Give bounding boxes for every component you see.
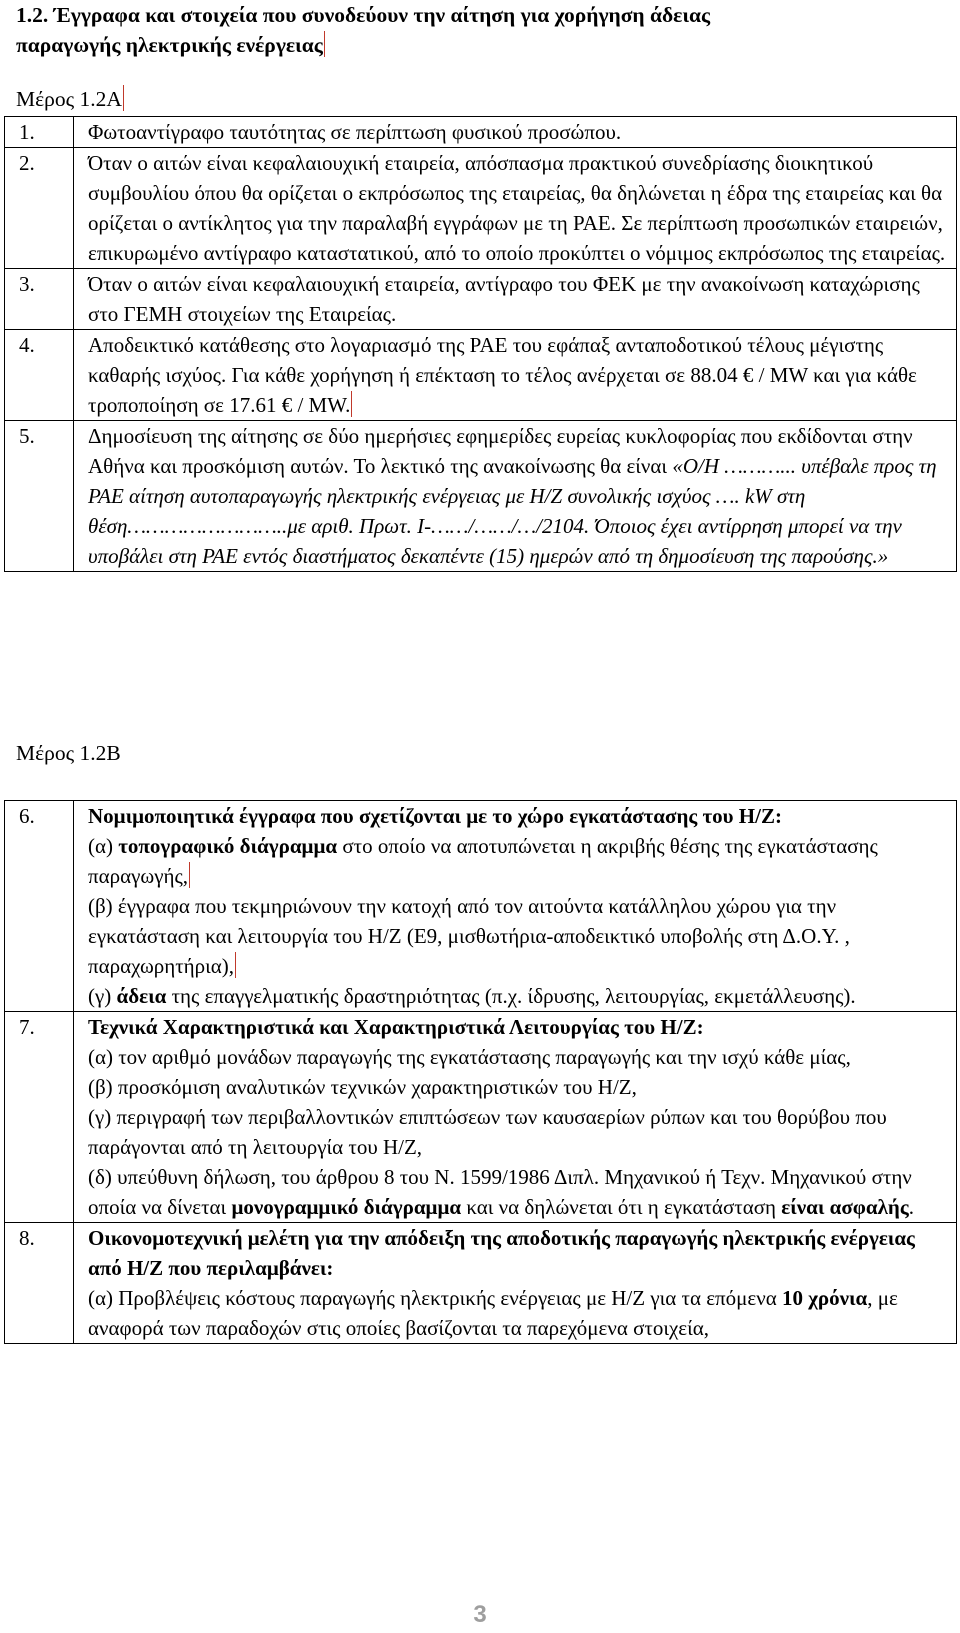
item-7-a: (α) τον αριθμό μονάδων παραγωγής της εγκατάστασης παραγωγής και την ισχύ κάθε μίας,	[88, 1045, 851, 1069]
text-cursor	[351, 391, 352, 417]
item-4-text: Αποδεικτικό κατάθεσης στο λογαριασμό της ΡΑΕ του εφάπαξ ανταποδοτικού τέλους μέγιστης καθαρής ισχύος. Για κάθε χορήγηση ή επέκταση το τέλος ανέρχεται σε 88.04 € / MW και για κάθε τροποποίηση σε 17.61 € / MW.	[88, 333, 917, 417]
text-cursor	[123, 85, 124, 111]
item-text	[74, 1012, 957, 1223]
table-row	[5, 148, 957, 269]
item-number: 1.	[5, 117, 74, 148]
item-8-a-end: , με αναφορά των παραδοχών στις οποίες βασίζονται τα παρεχόμενα στοιχεία,	[88, 1286, 898, 1340]
part-b-label: Μέρος 1.2Β	[16, 741, 121, 765]
part-a-label	[16, 84, 124, 114]
item-7-d-end: .	[908, 1195, 914, 1219]
item-7-c: (γ) περιγραφή των περιβαλλοντικών επιπτώσεων των καυσαερίων ρύπων και του θορύβου που παράγονται από τη λειτουργία του Η/Ζ,	[88, 1105, 887, 1159]
part-b-table	[4, 800, 957, 1344]
heading-line-2-wrap	[16, 30, 946, 60]
item-6-c-prefix: (γ)	[88, 984, 117, 1008]
item-6-a	[88, 831, 948, 891]
table-row	[5, 1012, 957, 1223]
text-cursor	[189, 862, 190, 888]
item-6-c-text: της επαγγελματικής δραστηριότητας (π.χ. ίδρυσης, λειτουργίας, εκμετάλλευσης).	[166, 984, 856, 1008]
page-number: 3	[473, 1601, 487, 1628]
item-number: 3.	[5, 269, 74, 330]
item-7-title	[88, 1012, 948, 1042]
table-row	[5, 421, 957, 572]
item-number: 4.	[5, 330, 74, 421]
table-row	[5, 269, 957, 330]
item-7-d-bold-1: μονογραμμικό διάγραμμα	[231, 1195, 462, 1219]
item-7-d	[88, 1162, 948, 1222]
item-text	[74, 801, 957, 1012]
text-cursor	[235, 952, 236, 978]
item-number: 7.	[5, 1012, 74, 1223]
item-6-a-bold: τοπογραφικό διάγραμμα	[118, 834, 338, 858]
item-number: 2.	[5, 148, 74, 269]
item-text	[74, 421, 957, 572]
part-a-table	[4, 116, 957, 572]
item-8-title	[88, 1223, 948, 1283]
item-5-text: Δημοσίευση της αίτησης σε δύο ημερήσιες εφημερίδες ευρείας κυκλοφορίας που εκδίδονται στην Αθήνα και προσκόμιση αυτών. Το λεκτικό της ανακοίνωσης θα είναι	[88, 424, 913, 478]
item-6-title-text: Νομιμοποιητικά έγγραφα που σχετίζονται με το χώρο εγκατάστασης του Η/Ζ:	[88, 804, 782, 828]
text-cursor	[324, 31, 325, 57]
item-6-a-text: στο οποίο να αποτυπώνεται η ακριβής θέσης της εγκατάστασης παραγωγής,	[88, 834, 878, 888]
item-8-a-text: (α) Προβλέψεις κόστους παραγωγής ηλεκτρικής ενέργειας με Η/Ζ για τα επόμενα	[88, 1286, 782, 1310]
item-number: 5.	[5, 421, 74, 572]
item-number: 6.	[5, 801, 74, 1012]
item-7-b: (β) προσκόμιση αναλυτικών τεχνικών χαρακτηριστικών του Η/Ζ,	[88, 1075, 637, 1099]
item-7-d-text: (δ) υπεύθυνη δήλωση, του άρθρου 8 του Ν. 1599/1986 Διπλ. Μηχανικού ή Τεχν. Μηχανικού στην οποία να δίνεται	[88, 1165, 912, 1219]
table-row	[5, 117, 957, 148]
item-8-a-bold: 10 χρόνια	[781, 1286, 868, 1310]
item-6-b	[88, 891, 948, 981]
item-text: Φωτοαντίγραφο ταυτότητας σε περίπτωση φυσικού προσώπου.	[74, 117, 957, 148]
table-row	[5, 1223, 957, 1344]
part-a-label-text: Μέρος 1.2Α	[16, 87, 122, 111]
item-6-a-prefix: (α)	[88, 834, 119, 858]
heading-line-1: 1.2. Έγγραφα και στοιχεία που συνοδεύουν την αίτηση για χορήγηση άδειας	[16, 3, 711, 27]
item-number: 8.	[5, 1223, 74, 1344]
item-text	[74, 1223, 957, 1344]
heading-line-2: παραγωγής ηλεκτρικής ενέργειας	[16, 33, 323, 57]
item-6-title	[88, 801, 948, 831]
item-text: Όταν ο αιτών είναι κεφαλαιουχική εταιρεία, απόσπασμα πρακτικού συνεδρίασης διοικητικού συμβουλίου όπου θα ορίζεται ο εκπρόσωπος της εταιρείας, θα δηλώνεται η έδρα της εταιρείας και θα ορίζεται ο αντίκλητος για την παραλαβή εγγράφων με τη ΡΑΕ. Σε περίπτωση προσωπικών εταιρειών, επικυρωμένο αντίγραφο καταστατικού, από το οποίο προκύπτει ο νόμιμος εκπρόσωπος της εταιρείας.	[74, 148, 957, 269]
item-text	[74, 330, 957, 421]
item-7-d-bold-2: είναι ασφαλής	[781, 1195, 909, 1219]
item-8-title-text: Οικονομοτεχνική μελέτη για την απόδειξη της αποδοτικής παραγωγής ηλεκτρικής ενέργειας από Η/Ζ που περιλαμβάνει:	[88, 1226, 915, 1280]
item-7-d-text-mid: και να δηλώνεται ότι η εγκατάσταση	[461, 1195, 782, 1219]
item-5-announcement-text: «Ο/Η ………... υπέβαλε προς τη ΡΑΕ αίτηση αυτοπαραγωγής ηλεκτρικής ενέργειας με Η/Ζ συνολικής ισχύος …. kW στη θέση……………………..με αριθ. Πρωτ. Ι-……/……/…/2104. Όποιος έχει αντίρρηση μπορεί να την υποβάλει στη ΡΑΕ εντός διαστήματος δεκαπέντε (15) ημερών από τη δημοσίευση της παρούσης.»	[88, 454, 937, 568]
item-6-b-text: (β) έγγραφα που τεκμηριώνουν την κατοχή από τον αιτούντα κατάλληλου χώρου για την εγκατάσταση και λειτουργία του Η/Ζ (Ε9, μισθωτήρια-αποδεικτικό υποβολής στη Δ.Ο.Υ. , παραχωρητήρια),	[88, 894, 850, 978]
item-6-c	[88, 981, 948, 1011]
table-row	[5, 801, 957, 1012]
item-6-c-bold: άδεια	[116, 984, 167, 1008]
item-7-title-text: Τεχνικά Χαρακτηριστικά και Χαρακτηριστικά Λειτουργίας του Η/Ζ:	[88, 1015, 704, 1039]
section-heading	[16, 0, 946, 60]
item-8-a	[88, 1283, 948, 1343]
table-row	[5, 330, 957, 421]
item-text: Όταν ο αιτών είναι κεφαλαιουχική εταιρεία, αντίγραφο του ΦΕΚ με την ανακοίνωση καταχώρισης στο ΓΕΜΗ στοιχείων της Εταιρείας.	[74, 269, 957, 330]
